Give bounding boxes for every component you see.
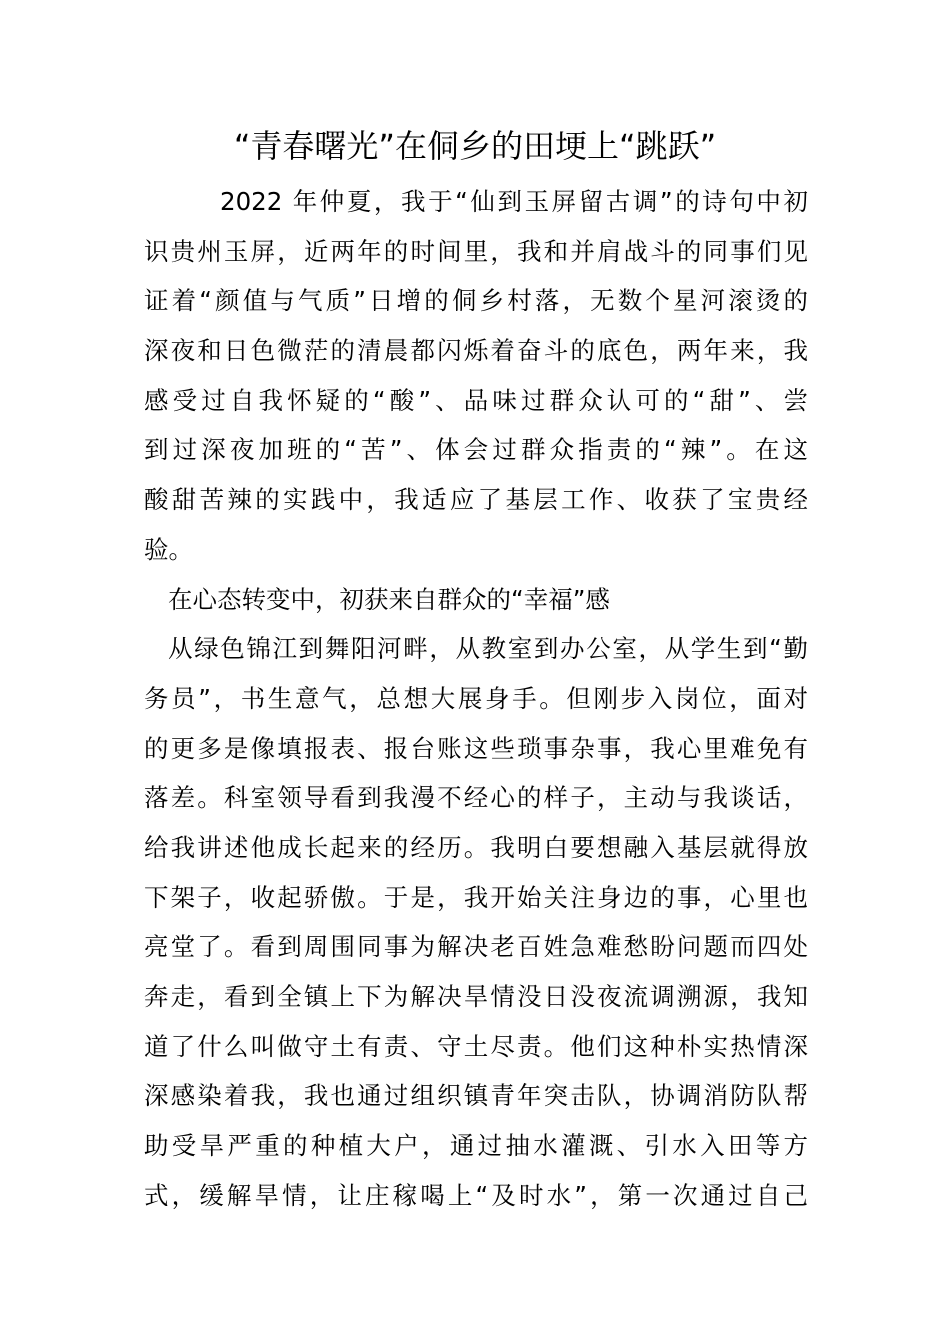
paragraph-line: 从绿色锦江到舞阳河畔，从教室到办公室，从学生到“勤 bbox=[168, 634, 808, 664]
paragraph-line: 亮堂了。看到周围同事为解决老百姓急难愁盼问题而四处 bbox=[144, 932, 808, 962]
paragraph-line: 深夜和日色微茫的清晨都闪烁着奋斗的底色，两年来，我 bbox=[144, 336, 808, 366]
paragraph-line: 2022 年仲夏，我于“仙到玉屏留古调”的诗句中初 bbox=[220, 187, 808, 216]
paragraph-line: 助受旱严重的种植大户，通过抽水灌溉、引水入田等方 bbox=[144, 1131, 808, 1161]
paragraph-line: 下架子，收起骄傲。于是，我开始关注身边的事，心里也 bbox=[144, 882, 808, 912]
paragraph-line: 识贵州玉屏，近两年的时间里，我和并肩战斗的同事们见 bbox=[144, 236, 808, 266]
paragraph-line: 感受过自我怀疑的“酸”、品味过群众认可的“甜”、尝 bbox=[144, 385, 808, 415]
paragraph-line: 深感染着我，我也通过组织镇青年突击队，协调消防队帮 bbox=[144, 1081, 808, 1111]
document-title: “青春曙光”在侗乡的田埂上“跳跃” bbox=[233, 127, 717, 165]
paragraph-line: 务员”，书生意气，总想大展身手。但刚步入岗位，面对 bbox=[144, 683, 808, 713]
paragraph-line: 落差。科室领导看到我漫不经心的样子，主动与我谈话， bbox=[144, 783, 808, 813]
paragraph-line: 给我讲述他成长起来的经历。我明白要想融入基层就得放 bbox=[144, 832, 808, 862]
paragraph-line: 到过深夜加班的“苦”、体会过群众指责的“辣”。在这 bbox=[144, 435, 808, 465]
document-body bbox=[144, 177, 808, 1220]
paragraph-line: 道了什么叫做守土有责、守土尽责。他们这种朴实热情深 bbox=[144, 1031, 808, 1061]
paragraph-line: 酸甜苦辣的实践中，我适应了基层工作、收获了宝贵经 bbox=[144, 485, 808, 515]
section-heading: 在心态转变中，初获来自群众的“幸福”感 bbox=[168, 584, 610, 614]
paragraph-line: 式，缓解旱情，让庄稼喝上“及时水”，第一次通过自己 bbox=[144, 1180, 808, 1210]
paragraph-line: 验。 bbox=[144, 534, 193, 564]
paragraph-line: 证着“颜值与气质”日增的侗乡村落，无数个星河滚烫的 bbox=[144, 286, 808, 316]
paragraph-line: 的更多是像填报表、报台账这些琐事杂事，我心里难免有 bbox=[144, 733, 808, 763]
paragraph-line: 奔走，看到全镇上下为解决旱情没日没夜流调溯源，我知 bbox=[144, 982, 808, 1011]
